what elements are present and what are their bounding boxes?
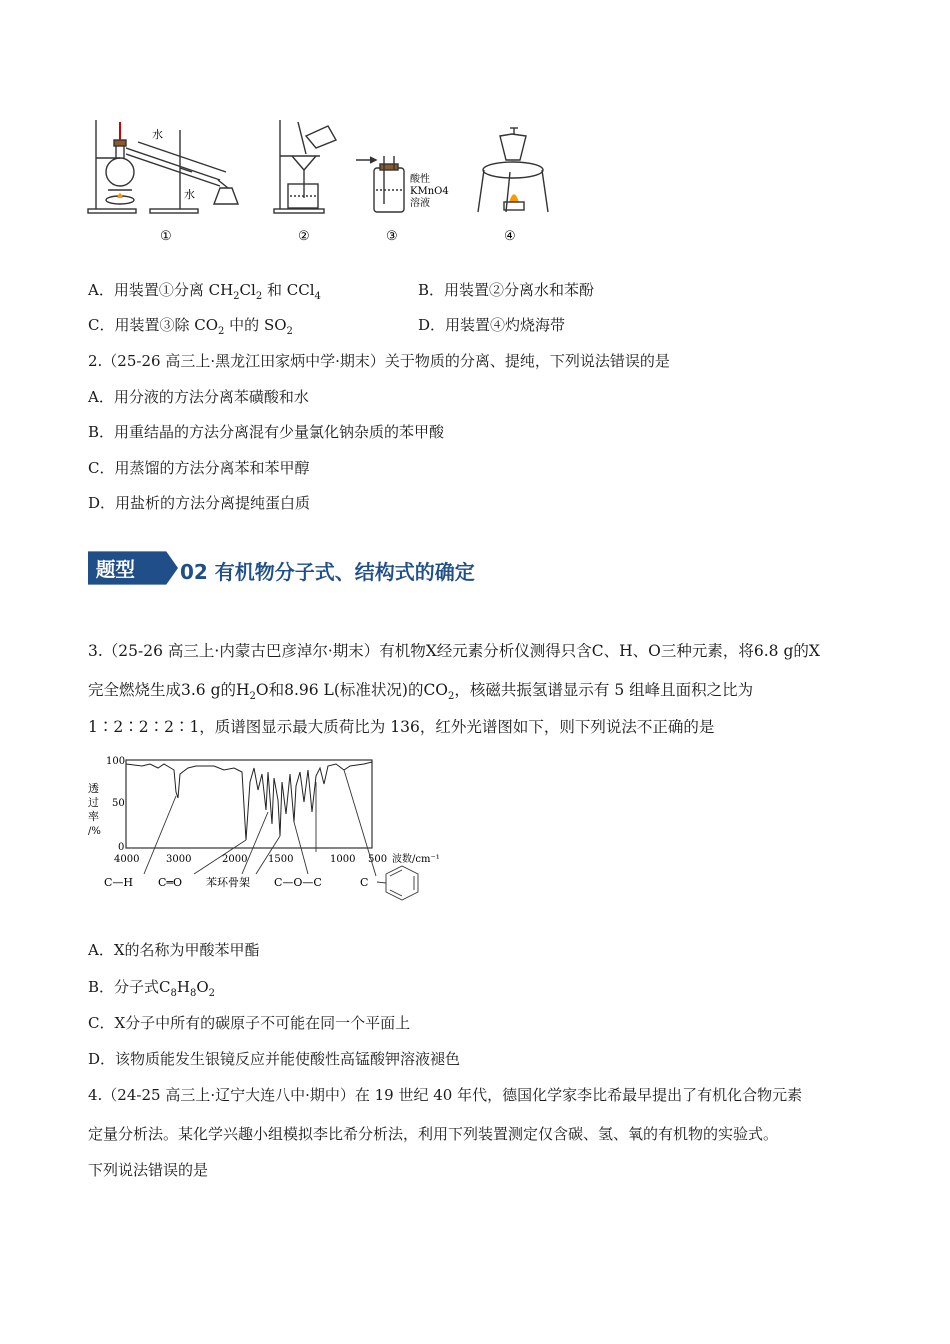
section-title: 02 有机物分子式、结构式的确定 xyxy=(180,560,475,584)
ir-spectrum xyxy=(84,752,454,912)
q4-line-3: 下列说法错误的是 xyxy=(88,1161,209,1179)
ir-y-label-2: 过 xyxy=(88,796,99,809)
ir-x-label: 波数/cm⁻¹ xyxy=(392,854,440,865)
q4-line-2: 定量分析法。某化学兴趣小组模拟李比希分析法，利用下列装置测定仅含碳、氢、氧的有机物的实验式。 xyxy=(88,1125,779,1143)
ir-x-tick-2000: 2000 xyxy=(222,854,248,865)
ir-x-tick-1000: 1000 xyxy=(330,854,356,865)
bottle-label-2: KMnO4 xyxy=(410,186,449,197)
figure-label-1: ① xyxy=(160,229,172,244)
ir-y-label-1: 透 xyxy=(88,782,99,795)
water-label-1: 水 xyxy=(152,128,163,141)
q1-option-d: D．用装置④灼烧海带 xyxy=(418,316,566,334)
ir-y-tick-0: 0 xyxy=(118,842,125,853)
q3-option-b: B．分子式$C_8H_8O_2$ xyxy=(88,978,216,999)
ir-annot-coc: C—O—C xyxy=(274,876,322,889)
figure-label-4: ④ xyxy=(504,229,516,244)
q1-option-b: B．用装置②分离水和苯酚 xyxy=(418,281,595,299)
ir-y-tick-50: 50 xyxy=(112,798,125,809)
ir-x-tick-500: 500 xyxy=(368,854,388,865)
ir-x-tick-1500: 1500 xyxy=(268,854,294,865)
q3-option-c: C．X分子中所有的碳原子不可能在同一个平面上 xyxy=(88,1014,411,1032)
ir-x-tick-3000: 3000 xyxy=(166,854,192,865)
ir-annot-c-ring: C xyxy=(360,876,369,889)
q2-stem: 2.（25-26 高三上·黑龙江田家炳中学·期末）关于物质的分离、提纯，下列说法错误的是 xyxy=(88,352,670,370)
ir-annot-ring: 苯环骨架 xyxy=(206,876,250,889)
q1-option-c: C．用装置③除 $CO_2$ 中的 $SO_2$ xyxy=(88,316,293,337)
bottle-label-1: 酸性 xyxy=(410,174,430,185)
apparatus-figure xyxy=(80,112,560,248)
q3-line-3: 1∶2∶2∶2∶1，质谱图显示最大质荷比为 136，红外光谱图如下，则下列说法不正确的是 xyxy=(88,718,715,736)
q3-line-1: 3.（25-26 高三上·内蒙古巴彦淖尔·期末）有机物X经元素分析仪测得只含C、H、O三种元素，将6.8 g的X xyxy=(88,642,820,660)
q4-line-1: 4.（24-25 高三上·辽宁大连八中·期中）在 19 世纪 40 年代，德国化学家李比希最早提出了有机化合物元素 xyxy=(88,1086,803,1104)
ir-x-tick-4000: 4000 xyxy=(114,854,140,865)
ir-y-label-4: /% xyxy=(88,826,101,837)
q2-option-d: D．用盐析的方法分离提纯蛋白质 xyxy=(88,494,311,512)
bottle-label-3: 溶液 xyxy=(410,198,430,209)
q2-option-b: B．用重结晶的方法分离混有少量氯化钠杂质的苯甲酸 xyxy=(88,423,445,441)
ir-y-tick-100: 100 xyxy=(106,756,126,767)
section-badge-text: 题型 xyxy=(95,557,135,581)
q3-line-2: 完全燃烧生成3.6 g的$H_2O$和8.96 L(标准状况)的$CO_2$，核磁共振氢谱显示有 5 组峰且面积之比为 xyxy=(88,681,754,703)
figure-label-2: ② xyxy=(298,229,310,244)
ir-y-label-3: 率 xyxy=(88,810,99,823)
q3-option-a: A．X的名称为甲酸苯甲酯 xyxy=(88,941,260,959)
q3-option-d: D．该物质能发生银镜反应并能使酸性高锰酸钾溶液褪色 xyxy=(88,1050,461,1068)
ir-annot-ch: C—H xyxy=(104,876,134,889)
ir-annot-co: C═O xyxy=(158,876,183,889)
q1-option-a: A．用装置①分离 $CH_2Cl_2$ 和 CCl$_4$ xyxy=(88,281,321,302)
section-badge xyxy=(88,551,178,585)
q2-option-c: C．用蒸馏的方法分离苯和苯甲醇 xyxy=(88,459,310,477)
figure-label-3: ③ xyxy=(386,229,398,244)
water-label-2: 水 xyxy=(184,188,195,201)
q2-option-a: A．用分液的方法分离苯磺酸和水 xyxy=(88,388,309,406)
